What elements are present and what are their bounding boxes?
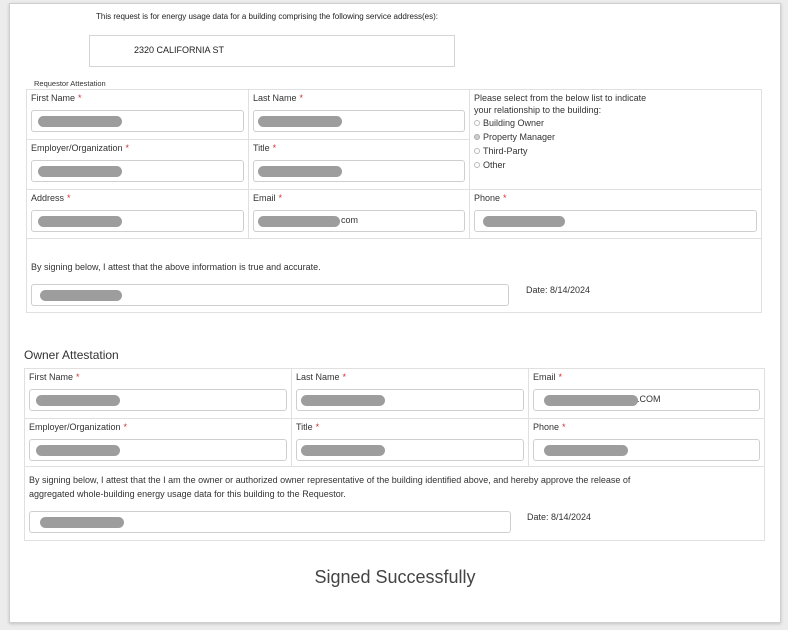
owner-attest-text: By signing below, I attest that the I am the owner or authorized owner representative of the building identified above, and hereby approve the release of aggregated whole-building energy usage data for this building to the Requestor. [29, 475, 631, 499]
relationship-options [474, 116, 646, 172]
requestor-email-label: Email [253, 193, 276, 203]
requestor-attest-text: By signing below, I attest that the above information is true and accurate. [31, 262, 321, 272]
relationship-option-third-party[interactable]: Third-Party [474, 144, 646, 158]
owner-employer-input[interactable] [29, 439, 287, 461]
owner-title-label: Title [296, 422, 313, 432]
owner-attestation-heading: Owner Attestation [24, 348, 119, 362]
requestor-address-label: Address [31, 193, 65, 203]
redacted-value [40, 517, 124, 528]
redacted-value [301, 395, 385, 406]
form-page [9, 3, 781, 623]
redacted-value [38, 166, 122, 177]
requestor-date: Date: 8/14/2024 [526, 285, 591, 295]
owner-last-name-label: Last Name [296, 372, 340, 382]
radio-icon[interactable] [474, 162, 480, 168]
redacted-value [258, 216, 340, 227]
requestor-attestation-heading: Requestor Attestation [34, 79, 106, 88]
requestor-address-input[interactable] [31, 210, 244, 232]
signed-success-message: Signed Successfully [314, 567, 476, 587]
redacted-value [544, 395, 638, 406]
relationship-option-property-manager[interactable]: Property Manager [474, 130, 646, 144]
requestor-employer-label: Employer/Organization [31, 143, 123, 153]
requestor-table: First Name * Last Name * Please select from the below list to indicate your relationship to the building: Building Owner Property Manager Third-Party Other Employer/Organization * Title * Address * Email * com Phone * By signing below, I attest that the above information is true and accurate. Date: 8/14/2024 [26, 89, 762, 313]
requestor-phone-label: Phone [474, 193, 501, 203]
requestor-first-name-label: First Name [31, 93, 76, 103]
requestor-phone-input[interactable] [474, 210, 757, 232]
redacted-value [38, 216, 122, 227]
owner-email-label: Email [533, 372, 556, 382]
redacted-value [38, 116, 122, 127]
redacted-value [301, 445, 385, 456]
owner-email-suffix: .COM [637, 394, 661, 404]
service-address: 2320 CALIFORNIA ST [134, 45, 225, 55]
requestor-last-name-input[interactable] [253, 110, 465, 132]
requestor-signature-input[interactable] [31, 284, 509, 306]
redacted-value [483, 216, 565, 227]
owner-title-input[interactable] [296, 439, 524, 461]
requestor-title-label: Title [253, 143, 270, 153]
owner-signature-input[interactable] [29, 511, 511, 533]
radio-icon[interactable] [474, 148, 480, 154]
owner-employer-label: Employer/Organization [29, 422, 121, 432]
redacted-value [258, 116, 342, 127]
owner-table: First Name * Last Name * Email * .COM Employer/Organization * Title * Phone * By signing below, I attest that the I am the owner or authorized owner representative of the building identified above, and hereby approve the release of aggregated whole-building energy usage data for this building to the Requestor. Date: 8/14/2024 [24, 368, 765, 541]
requestor-employer-input[interactable] [31, 160, 244, 182]
owner-email-input[interactable] [533, 389, 760, 411]
requestor-title-input[interactable] [253, 160, 465, 182]
redacted-value [36, 445, 120, 456]
requestor-email-input[interactable] [253, 210, 465, 232]
owner-last-name-input[interactable] [296, 389, 524, 411]
owner-phone-label: Phone [533, 422, 560, 432]
owner-first-name-label: First Name [29, 372, 74, 382]
intro-text: This request is for energy usage data for a building comprising the following service address(es): [96, 12, 438, 21]
redacted-value [36, 395, 120, 406]
owner-phone-input[interactable] [533, 439, 760, 461]
radio-icon[interactable] [474, 120, 480, 126]
relationship-option-other[interactable]: Other [474, 158, 646, 172]
requestor-last-name-label: Last Name [253, 93, 297, 103]
requestor-email-suffix: com [341, 215, 359, 225]
owner-date: Date: 8/14/2024 [527, 512, 592, 522]
relationship-option-building-owner[interactable]: Building Owner [474, 116, 646, 130]
redacted-value [258, 166, 342, 177]
radio-selected-icon[interactable] [474, 134, 480, 140]
owner-first-name-input[interactable] [29, 389, 287, 411]
redacted-value [544, 445, 628, 456]
redacted-value [40, 290, 122, 301]
requestor-first-name-input[interactable] [31, 110, 244, 132]
relationship-question: Please select from the below list to indicate your relationship to the building: Building Owner Property Manager Third-Party Other [474, 93, 647, 170]
